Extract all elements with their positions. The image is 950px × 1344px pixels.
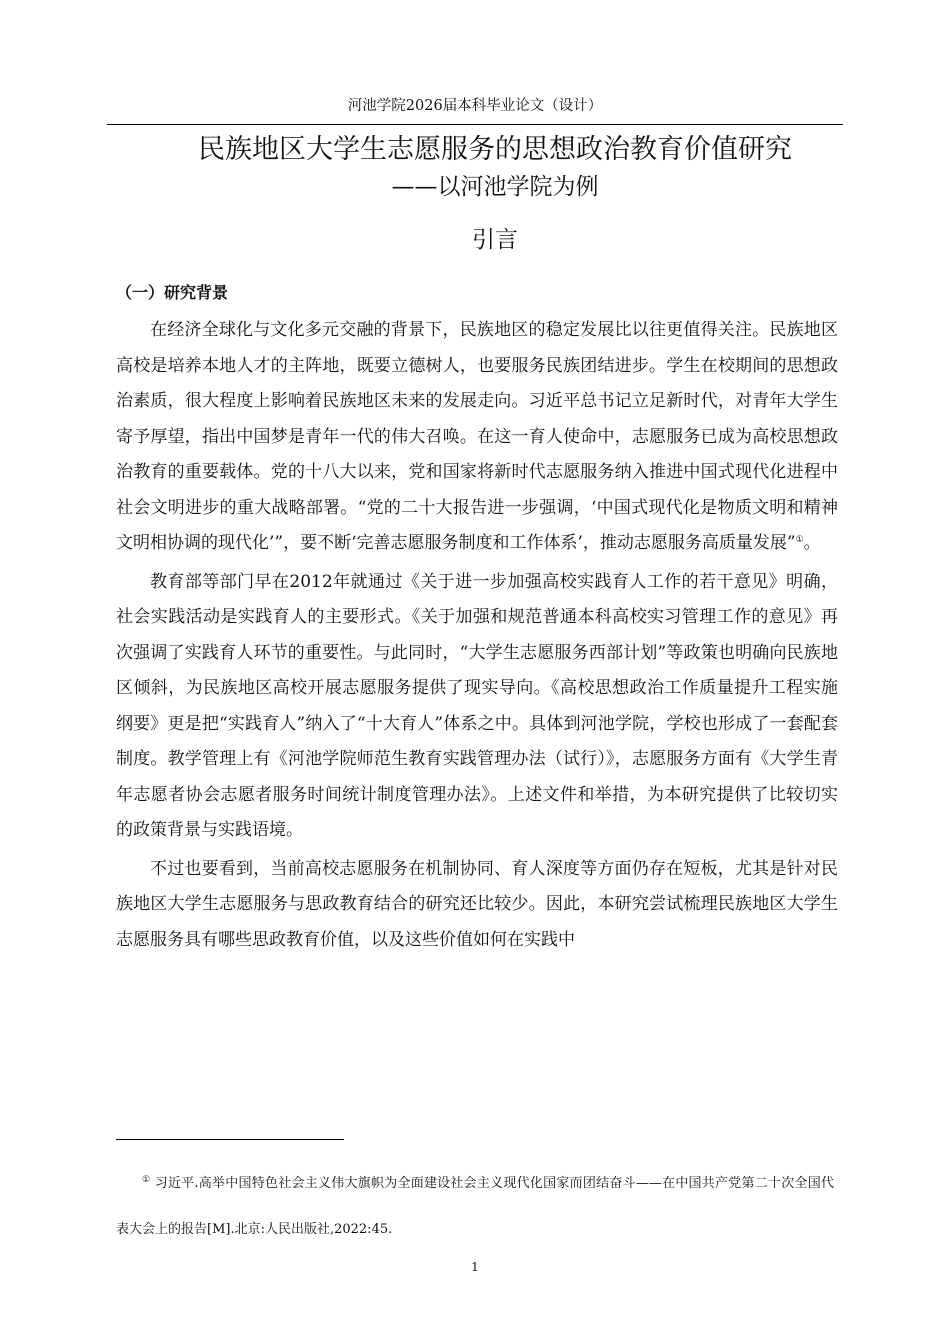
thesis-title: 民族地区大学生志愿服务的思想政治教育价值研究 xyxy=(198,134,792,165)
footnote-reference[interactable]: ① xyxy=(795,535,804,545)
footnote-text: 习近平.高举中国特色社会主义伟大旗帜为全面建设社会主义现代化国家而团结奋斗——在中国共产党第二十次全国代表大会上的报告[M].北京:人民出版社,2022:45. xyxy=(116,1176,834,1237)
page-number: 1 xyxy=(471,1260,479,1274)
footnote xyxy=(116,1161,834,1253)
paragraph-1-end: 。 xyxy=(803,533,821,553)
subsection-heading-background: （一）研究背景 xyxy=(116,283,229,302)
header-divider xyxy=(107,124,843,125)
paragraph-2: 教育部等部门早在2012年就通过《关于进一步加强高校实践育人工作的若干意见》明确，社会实践活动是实践育人的主要形式。《关于加强和规范普通本科高校实习管理工作的意见》再次强调了实践育人环节的重要性。与此同时，“大学生志愿服务西部计划”等政策也明确向民族地区倾斜，为民族地区高校开展志愿服务提供了现实导向。《高校思想政治工作质量提升工程实施纲要》更是把“实践育人”纳入了“十大育人”体系之中。具体到河池学院，学校也形成了一套配套制度。教学管理上有《河池学院师范生教育实践管理办法（试行）》，志愿服务方面有《大学生青年志愿者协会志愿者服务时间统计制度管理办法》。上述文件和举措，为本研究提供了比较切实的政策背景与实践语境。 xyxy=(116,571,838,840)
body-text xyxy=(116,313,838,961)
paragraph-1 xyxy=(116,313,838,562)
paragraph-1-text: 在经济全球化与文化多元交融的背景下，民族地区的稳定发展比以往更值得关注。民族地区高校是培养本地人才的主阵地，既要立德树人，也要服务民族团结进步。学生在校期间的思想政治素质，很大程度上影响着民族地区未来的发展走向。习近平总书记立足新时代，对青年大学生寄予厚望，指出中国梦是青年一代的伟大召唤。在这一育人使命中，志愿服务已成为高校思想政治教育的重要载体。党的十八大以来，党和国家将新时代志愿服务纳入推进中国式现代化进程中社会文明进步的重大战略部署。“党的二十大报告进一步强调，‘中国式现代化是物质文明和精神文明相协调的现代化’”，要不断‘完善志愿服务制度和工作体系’，推动志愿服务高质量发展” xyxy=(116,320,838,553)
running-header: 河池学院2026届本科毕业论文（设计） xyxy=(347,98,603,114)
paragraph-3: 不过也要看到，当前高校志愿服务在机制协同、育人深度等方面仍存在短板，尤其是针对民族地区大学生志愿服务与思政教育结合的研究还比较少。因此，本研究尝试梳理民族地区大学生志愿服务具有哪些思政教育价值，以及这些价值如何在实践中 xyxy=(116,858,838,950)
footnote-divider xyxy=(116,1139,344,1140)
section-heading-introduction: 引言 xyxy=(472,227,518,253)
thesis-subtitle: ——以河池学院为例 xyxy=(391,174,599,200)
footnote-mark: ① xyxy=(142,1175,151,1185)
